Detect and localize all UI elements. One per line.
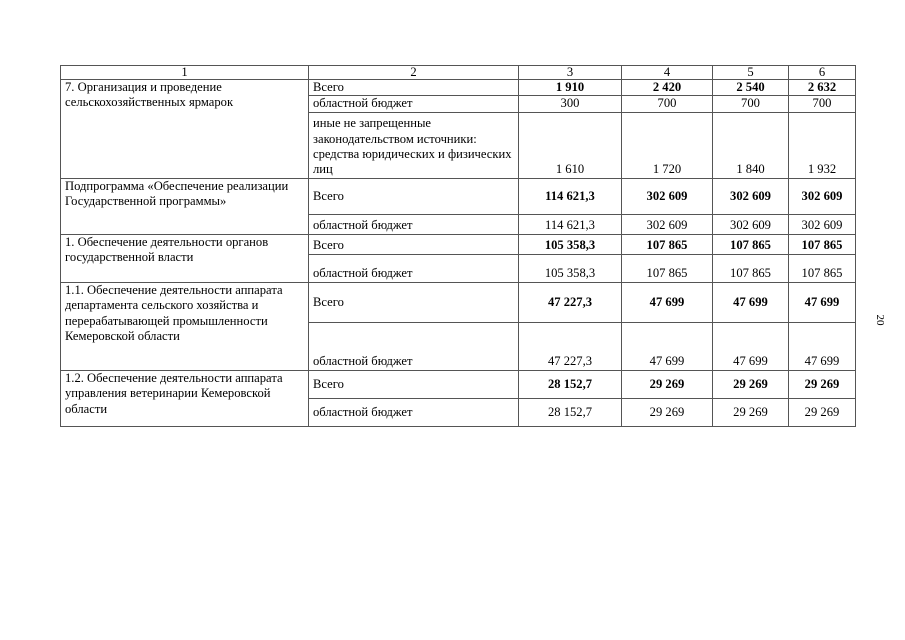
program-name: 7. Организация и проведение сельскохозяйственных ярмарок xyxy=(61,80,309,179)
value-cell: 47 699 xyxy=(622,282,713,322)
funding-source: Всего xyxy=(309,234,519,254)
funding-source: областной бюджет xyxy=(309,398,519,426)
value-cell: 47 699 xyxy=(713,282,789,322)
value-cell: 47 227,3 xyxy=(519,282,622,322)
value-cell: 107 865 xyxy=(789,254,856,282)
value-cell: 302 609 xyxy=(713,214,789,234)
value-cell: 700 xyxy=(713,96,789,112)
value-cell: 700 xyxy=(789,96,856,112)
program-name: Подпрограмма «Обеспечение реализации Государственной программы» xyxy=(61,178,309,234)
value-cell: 114 621,3 xyxy=(519,178,622,214)
funding-source: Всего xyxy=(309,282,519,322)
value-cell: 107 865 xyxy=(713,234,789,254)
program-name: 1.1. Обеспечение деятельности аппарата департамента сельского хозяйства и перерабатывающей промышленности Кемеровской области xyxy=(61,282,309,370)
value-cell: 302 609 xyxy=(622,178,713,214)
value-cell: 1 610 xyxy=(519,112,622,178)
value-cell: 47 699 xyxy=(713,322,789,370)
program-name: 1.2. Обеспечение деятельности аппарата управления ветеринарии Кемеровской области xyxy=(61,370,309,426)
table-row xyxy=(61,80,856,96)
value-cell: 1 720 xyxy=(622,112,713,178)
value-cell: 107 865 xyxy=(789,234,856,254)
value-cell: 28 152,7 xyxy=(519,398,622,426)
column-number-6: 6 xyxy=(789,66,856,80)
funding-source: областной бюджет xyxy=(309,322,519,370)
value-cell: 1 840 xyxy=(713,112,789,178)
value-cell: 300 xyxy=(519,96,622,112)
value-cell: 2 420 xyxy=(622,80,713,96)
value-cell: 47 699 xyxy=(622,322,713,370)
value-cell: 105 358,3 xyxy=(519,234,622,254)
column-number-3: 3 xyxy=(519,66,622,80)
funding-source: областной бюджет xyxy=(309,96,519,112)
column-number-5: 5 xyxy=(713,66,789,80)
table-row xyxy=(61,370,856,398)
value-cell: 107 865 xyxy=(622,254,713,282)
table-row xyxy=(61,282,856,322)
funding-source: иные не запрещенные законодательством источники: средства юридических и физических лиц xyxy=(309,112,519,178)
value-cell: 29 269 xyxy=(713,370,789,398)
value-cell: 47 699 xyxy=(789,282,856,322)
value-cell: 302 609 xyxy=(713,178,789,214)
value-cell: 107 865 xyxy=(622,234,713,254)
value-cell: 1 910 xyxy=(519,80,622,96)
table-row xyxy=(61,178,856,214)
table-row xyxy=(61,234,856,254)
column-number-row xyxy=(61,66,856,80)
value-cell: 47 227,3 xyxy=(519,322,622,370)
program-name: 1. Обеспечение деятельности органов государственной власти xyxy=(61,234,309,282)
page-number: 20 xyxy=(874,314,886,326)
funding-source: Всего xyxy=(309,80,519,96)
value-cell: 28 152,7 xyxy=(519,370,622,398)
value-cell: 29 269 xyxy=(622,398,713,426)
value-cell: 114 621,3 xyxy=(519,214,622,234)
value-cell: 302 609 xyxy=(789,178,856,214)
value-cell: 2 632 xyxy=(789,80,856,96)
value-cell: 1 932 xyxy=(789,112,856,178)
column-number-4: 4 xyxy=(622,66,713,80)
funding-source: областной бюджет xyxy=(309,214,519,234)
value-cell: 105 358,3 xyxy=(519,254,622,282)
value-cell: 700 xyxy=(622,96,713,112)
funding-source: Всего xyxy=(309,370,519,398)
value-cell: 29 269 xyxy=(622,370,713,398)
funding-table xyxy=(60,65,856,427)
value-cell: 29 269 xyxy=(789,370,856,398)
funding-source: областной бюджет xyxy=(309,254,519,282)
value-cell: 29 269 xyxy=(789,398,856,426)
column-number-1: 1 xyxy=(61,66,309,80)
funding-source: Всего xyxy=(309,178,519,214)
value-cell: 2 540 xyxy=(713,80,789,96)
value-cell: 29 269 xyxy=(713,398,789,426)
value-cell: 47 699 xyxy=(789,322,856,370)
value-cell: 302 609 xyxy=(789,214,856,234)
column-number-2: 2 xyxy=(309,66,519,80)
value-cell: 107 865 xyxy=(713,254,789,282)
value-cell: 302 609 xyxy=(622,214,713,234)
